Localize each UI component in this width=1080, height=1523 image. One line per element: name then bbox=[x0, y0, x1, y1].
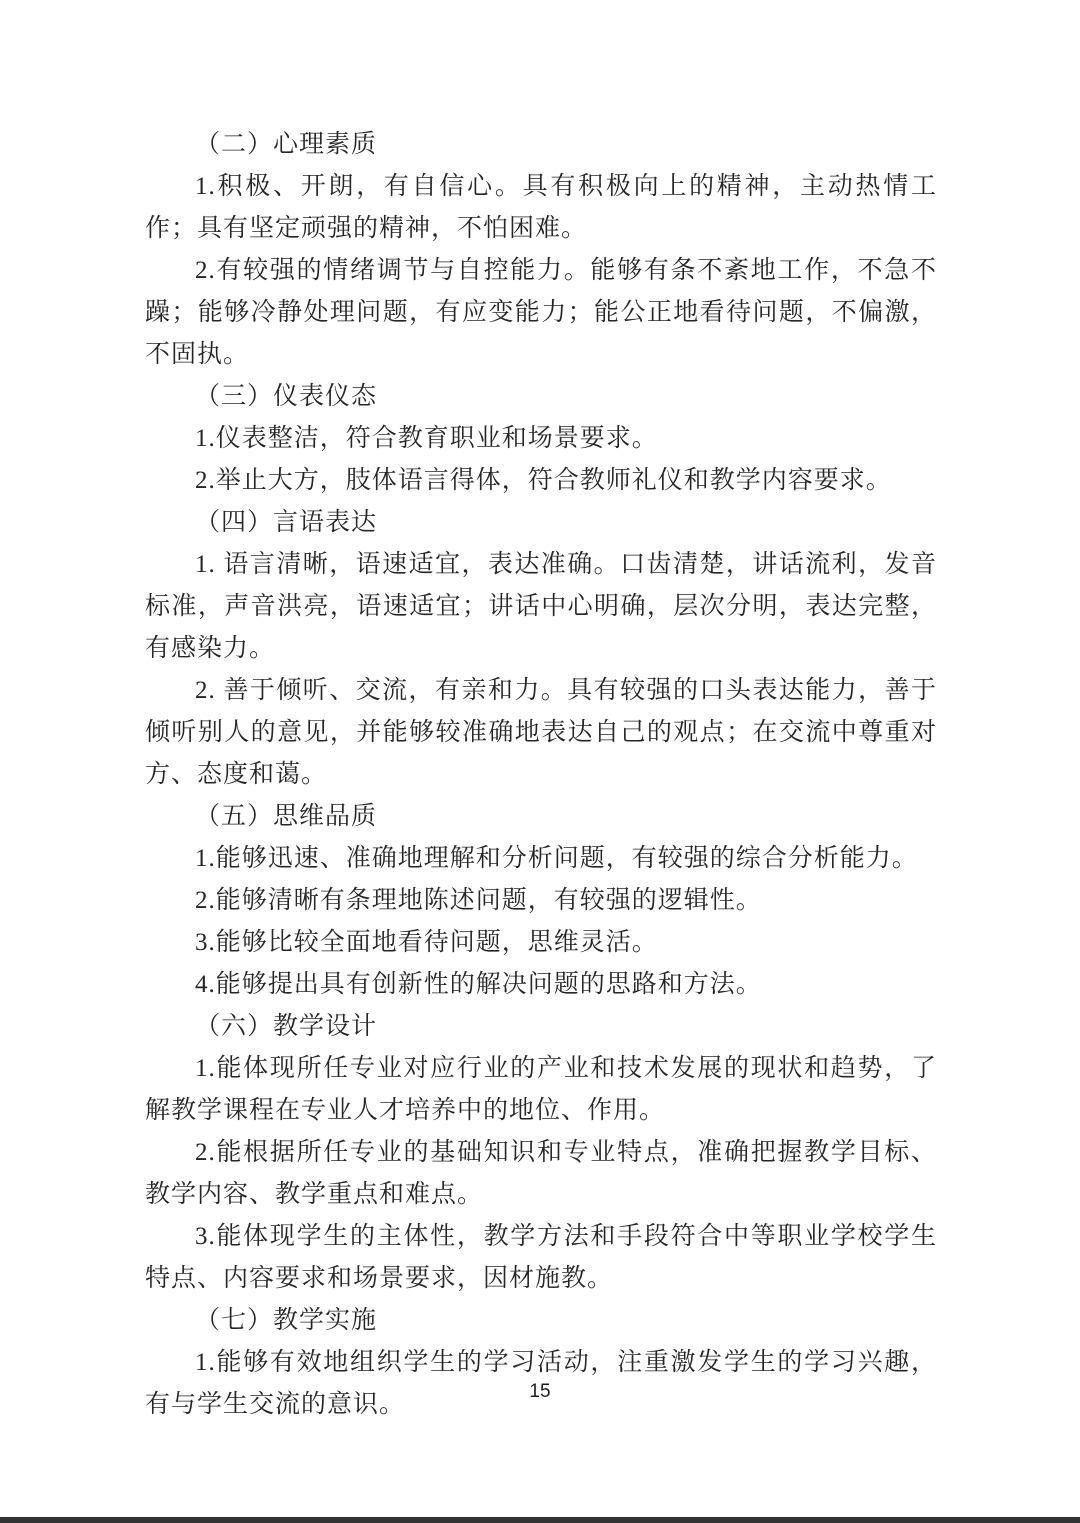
paragraph: 4.能够提出具有创新性的解决问题的思路和方法。 bbox=[195, 971, 762, 998]
page-number: 15 bbox=[529, 1381, 551, 1402]
section-heading: （四）言语表达 bbox=[195, 509, 378, 536]
section-heading: （五）思维品质 bbox=[195, 803, 378, 830]
paragraph: 2.举止大方，肢体语言得体，符合教师礼仪和教学内容要求。 bbox=[195, 467, 892, 494]
paragraph: 2.能根据所任专业的基础知识和专业特点，准确把握教学目标、教学内容、教学重点和难点。 bbox=[145, 1139, 937, 1208]
paragraph: 1.能够有效地组织学生的学习活动，注重激发学生的学习兴趣，有与学生交流的意识。 bbox=[145, 1349, 937, 1418]
section-heading: （二）心理素质 bbox=[195, 131, 378, 158]
page-bottom-edge-bar bbox=[0, 1517, 1080, 1523]
paragraph: 1.能体现所任专业对应行业的产业和技术发展的现状和趋势，了解教学课程在专业人才培养中的地位、作用。 bbox=[145, 1055, 937, 1124]
paragraph: 2.有较强的情绪调节与自控能力。能够有条不紊地工作，不急不躁；能够冷静处理问题，有应变能力；能公正地看待问题，不偏激，不固执。 bbox=[145, 257, 937, 368]
paragraph: 2. 善于倾听、交流，有亲和力。具有较强的口头表达能力，善于倾听别人的意见，并能够较准确地表达自己的观点；在交流中尊重对方、态度和蔼。 bbox=[145, 677, 937, 788]
paragraph: 3.能体现学生的主体性，教学方法和手段符合中等职业学校学生特点、内容要求和场景要求，因材施教。 bbox=[145, 1223, 937, 1292]
section-heading: （七）教学实施 bbox=[195, 1307, 378, 1334]
section-heading: （三）仪表仪态 bbox=[195, 383, 378, 410]
paragraph: 1. 语言清晰，语速适宜，表达准确。口齿清楚，讲话流利，发音标准，声音洪亮，语速适宜；讲话中心明确，层次分明，表达完整，有感染力。 bbox=[145, 551, 937, 662]
section-heading: （六）教学设计 bbox=[195, 1013, 378, 1040]
paragraph: 1.能够迅速、准确地理解和分析问题，有较强的综合分析能力。 bbox=[195, 845, 918, 872]
document-body bbox=[145, 124, 937, 1426]
paragraph: 1.积极、开朗，有自信心。具有积极向上的精神，主动热情工作；具有坚定顽强的精神，不怕困难。 bbox=[145, 173, 937, 242]
paragraph: 1.仪表整洁，符合教育职业和场景要求。 bbox=[195, 425, 658, 452]
paragraph: 3.能够比较全面地看待问题，思维灵活。 bbox=[195, 929, 658, 956]
paragraph: 2.能够清晰有条理地陈述问题，有较强的逻辑性。 bbox=[195, 887, 762, 914]
